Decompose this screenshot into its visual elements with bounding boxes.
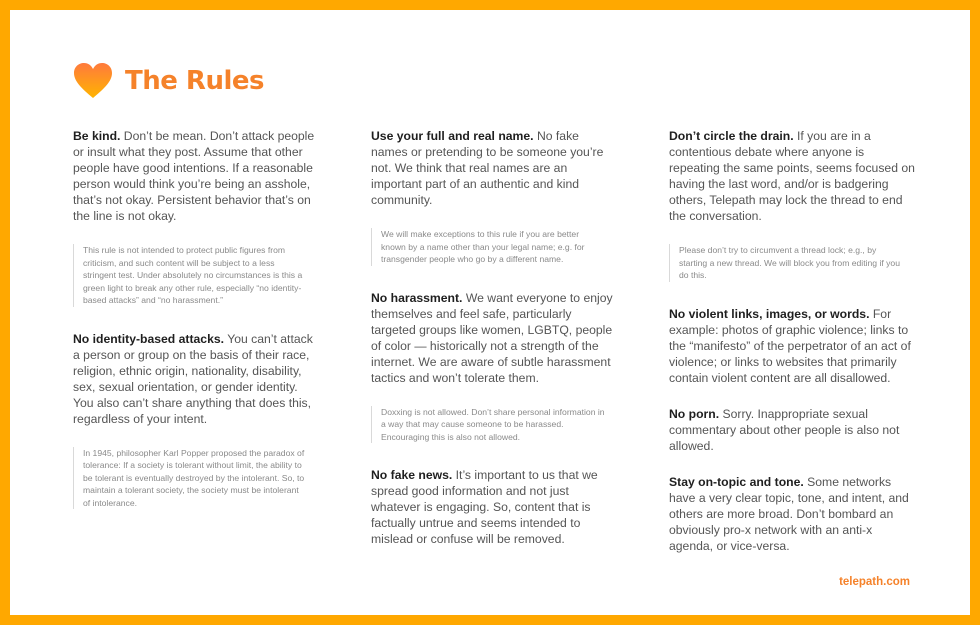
rule-item bbox=[371, 467, 617, 547]
rule-body: If you are in a contentious debate where anyone is repeating the same points, seems focused on having the last word, and/or is badgering others, Telepath may lock the thread to end the conversation. bbox=[669, 129, 915, 223]
rule-item bbox=[371, 290, 617, 386]
rule-title: No porn. bbox=[669, 406, 720, 421]
rules-column-2 bbox=[371, 128, 617, 567]
rule-body: Don’t be mean. Don’t attack people or insult what they post. Assume that other people have good intentions. If a reasonable person would think you’re being an asshole, that’s not okay. Persistent behavior that’s on the line is not okay. bbox=[73, 129, 315, 223]
rule-body: You can’t attack a person or group on the basis of their race, religion, ethnic origin, nationality, disability, sex, sexual orientation, or gender identity. You also can’t share anything that does this, regardless of your intent. bbox=[73, 331, 313, 426]
rule-title: Use your full and real name. bbox=[371, 129, 534, 143]
rule-title: No harassment. bbox=[371, 290, 463, 305]
rule-item bbox=[669, 406, 915, 454]
page-title: The Rules bbox=[125, 65, 264, 96]
rules-page bbox=[10, 10, 970, 615]
rule-note: We will make exceptions to this rule if you are better known by a name other than your legal name; e.g. for transgender people who go by a different name. bbox=[371, 228, 606, 266]
rule-item bbox=[73, 331, 319, 427]
rule-title: Don’t circle the drain. bbox=[669, 129, 794, 143]
rule-body: It’s important to us that we spread good information and not just whatever is engaging. So, content that is factually untrue and seems intended to mislead or confuse will be removed. bbox=[371, 468, 598, 546]
footer-link[interactable]: telepath.com bbox=[839, 576, 910, 588]
rules-column-3 bbox=[669, 128, 915, 574]
rule-item bbox=[371, 128, 617, 208]
rule-body: No fake names or pretending to be someone you’re not. We think that real names are an important part of an authentic and kind community. bbox=[371, 129, 604, 207]
heart-icon bbox=[73, 62, 113, 99]
rule-item bbox=[73, 128, 319, 224]
rule-note: In 1945, philosopher Karl Popper proposed the paradox of tolerance: If a society is tolerant without limit, the ability to be tolerant is eventually destroyed by the intolerant. So, to maintain a tolerant society, the society must be intolerant of intolerance. bbox=[73, 447, 308, 510]
rule-note: Please don’t try to circumvent a thread lock; e.g., by starting a new thread. We will block you from editing if you do this. bbox=[669, 244, 904, 282]
rule-body: Sorry. Inappropriate sexual commentary about other people is also not allowed. bbox=[669, 406, 900, 453]
rule-title: No identity-based attacks. bbox=[73, 331, 225, 346]
rule-title: No fake news. bbox=[371, 468, 453, 482]
rule-note: This rule is not intended to protect public figures from criticism, and such content will be subject to a less stringent test. Under absolutely no circumstances is this a green light to break any other rule, especially “no identity-based attacks” and “no harassment.” bbox=[73, 244, 308, 307]
rules-column-1 bbox=[73, 128, 319, 533]
rule-body: Some networks have a very clear topic, tone, and intent, and others are more broad. Don’t bombard an obviously pro-x network with an anti-x agenda, or vice-versa. bbox=[669, 474, 909, 553]
page-header bbox=[73, 62, 264, 99]
rule-title: No violent links, images, or words. bbox=[669, 306, 870, 321]
rule-title: Be kind. bbox=[73, 129, 121, 143]
rule-item bbox=[669, 306, 915, 386]
rule-note: Doxxing is not allowed. Don’t share personal information in a way that may cause someone to be harassed. Encouraging this is also not allowed. bbox=[371, 406, 606, 444]
rule-body: We want everyone to enjoy themselves and feel safe, particularly targeted groups like women, LGBTQ, people of color — historically not a strength of the internet. We are aware of subtle harassment tactics and won’t tolerate them. bbox=[371, 290, 613, 385]
rule-title: Stay on-topic and tone. bbox=[669, 474, 804, 489]
rule-item bbox=[669, 474, 915, 554]
rule-item bbox=[669, 128, 915, 224]
rule-body: For example: photos of graphic violence; links to the “manifesto” of the perpetrator of an act of violence; or links to websites that primarily contain violent content are all disallowed. bbox=[669, 306, 911, 385]
